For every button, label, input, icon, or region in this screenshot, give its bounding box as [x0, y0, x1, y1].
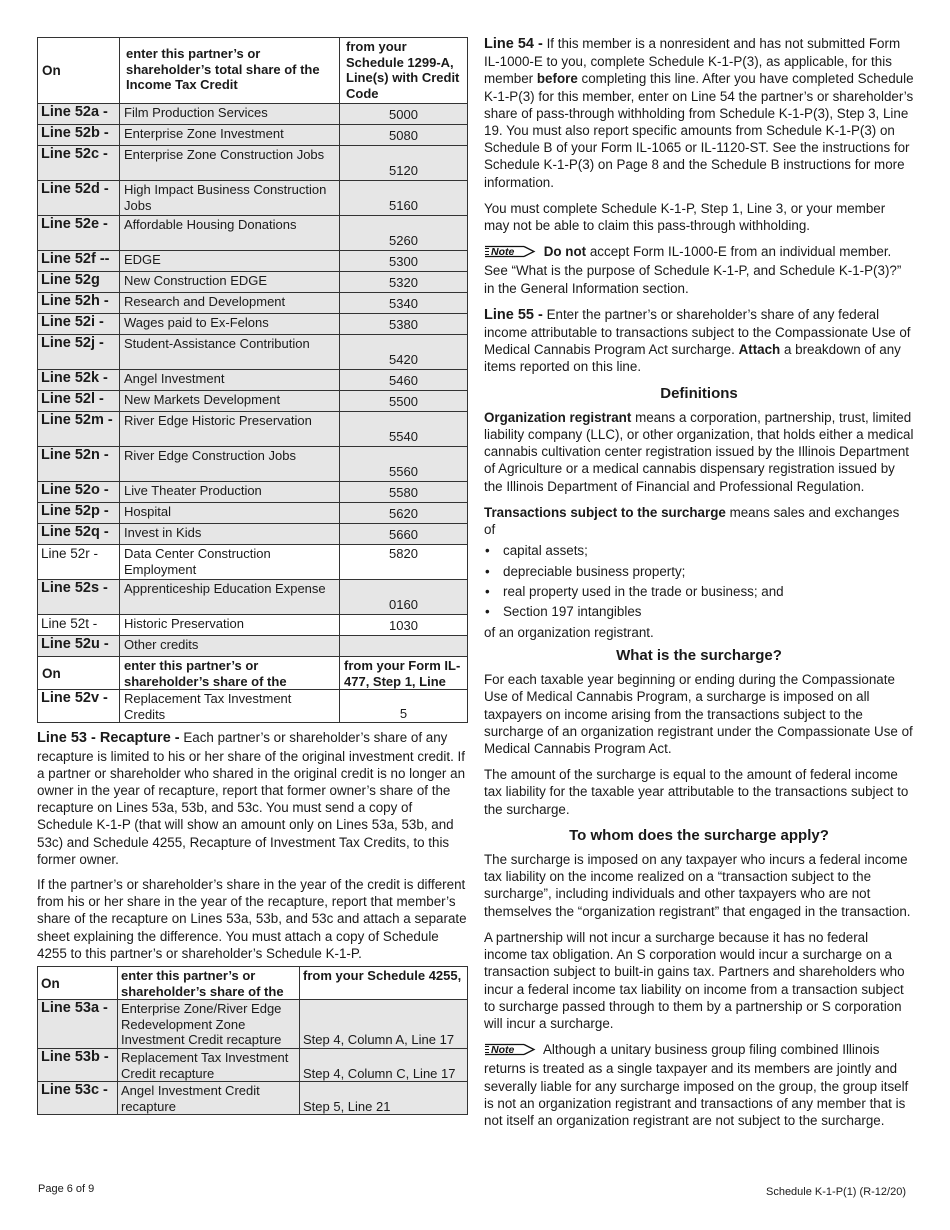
credit-row-code: 5620	[340, 503, 468, 524]
whom-paragraph-2: A partnership will not incur a surcharge because it has no federal income tax obligation. An S corporation would incur a surcharge on a transaction subject to built-in gains tax. Partners and shareholders who incur a federal income tax liability on income from a transaction subject to surcharge passed through to them by a partnership or S corporation will incur a surcharge.	[484, 929, 905, 1031]
credit-row-description: Replacement Tax Investment Credits	[120, 690, 340, 723]
note2-text: Although a unitary business group filing combined Illinois returns is treated as a single taxpayer and its members are jointly and severally liable for any surcharge imposed on the group, the group itself is not an organization registrant and transactions of any member that is not itself an organization registrant are not subject to the surcharge.	[484, 1042, 909, 1128]
recapture-row-description: Replacement Tax Investment Credit recapture	[118, 1048, 300, 1081]
transactions-list-item: • Section 197 intangibles	[484, 603, 914, 620]
credit-row-description: Angel Investment	[120, 370, 340, 391]
credit-row	[38, 615, 468, 636]
recapture-row-description: Angel Investment Credit recapture	[118, 1082, 300, 1115]
transactions-list	[484, 542, 914, 620]
recapture-row-reference: Step 5, Line 21	[300, 1082, 468, 1115]
credit-row-description: New Construction EDGE	[120, 272, 340, 293]
transactions-list-item: • depreciable business property;	[484, 563, 914, 580]
credit-row-code: 5660	[340, 524, 468, 545]
note-1	[484, 243, 914, 297]
credit-row-code: 5820	[340, 545, 468, 580]
credit-row-description: Film Production Services	[120, 104, 340, 125]
recapture-table	[37, 966, 468, 1115]
line54-text-a: If this member is a nonresident and has not submitted Form IL-1000-E to you, complete Schedule K-1-P(3), as applicable, for this member	[484, 36, 901, 87]
note-icon-label: Note	[491, 1044, 515, 1057]
credit-row-code: 5460	[340, 370, 468, 391]
trans-text: means sales and exchanges of	[484, 504, 900, 538]
credit-row-code: 5420	[340, 335, 468, 370]
line53-text-1: Each partner’s or shareholder’s share of any recapture is limited to his or her share of the original investment credit. If a partner or shareholder who shared in the original credit is no longer an owner in the year of recapture, report that former owner’s share of the recapture on Lines 53a, 53b, and 53c. You must send a copy of Schedule K-1-P (that will show an amount only on Lines 53a, 53b, and 53c) and Schedule 4255, Recapture of Investment Tax Credits, to this former owner.	[37, 730, 466, 867]
credit-row	[38, 314, 468, 335]
line53-lead: Line 53 - Recapture -	[37, 730, 180, 747]
line54-text-b: completing this line. After you have completed Schedule K-1-P(3) for this member, enter on Line 54 the partner’s or shareholder’s share of pass-through withholding from Schedule K-1-P(3), Step 3, Line 19. You must also report specific amounts from Schedule K-1-P(3) on Schedule B of your Form IL-1065 or IL-1120-ST. See the instructions for Schedule K-1-P(3) on Page 8 and the Schedule B instructions for more information.	[484, 71, 914, 190]
credit-row-code: 5	[340, 690, 468, 723]
right-column	[484, 35, 914, 1138]
line54-lead: Line 54 -	[484, 36, 543, 52]
credit-row-line: Line 52h -	[38, 293, 120, 314]
note-icon	[484, 1043, 536, 1060]
credit-row-code: 5560	[340, 447, 468, 482]
credit-row-line: Line 52t -	[38, 615, 120, 636]
form-id: Schedule K-1-P(1) (R-12/20)	[765, 1186, 906, 1198]
page-number: Page 6 of 9	[38, 1183, 95, 1195]
definitions-heading: Definitions	[660, 384, 738, 402]
credit-row-line: Line 52k -	[38, 370, 120, 391]
credit-row-line: Line 52n -	[38, 447, 120, 482]
recap-header-description: enter this partner’s or shareholder’s share of the	[118, 967, 300, 1000]
credit-row	[38, 146, 468, 181]
note-2	[484, 1041, 914, 1129]
credit-row-code: 5260	[340, 216, 468, 251]
credit-row-code	[340, 636, 468, 657]
note-icon	[484, 245, 536, 262]
org-registrant-definition	[484, 409, 914, 495]
credit-row	[38, 690, 468, 723]
line54-paragraph	[484, 35, 914, 191]
credit-row-code: 5340	[340, 293, 468, 314]
note1-text: accept Form IL-1000-E from an individual member. See “What is the purpose of Schedule K-1-P, and Schedule K-1-P(3)?” in the General Information section.	[484, 244, 902, 296]
credit-table-subheader	[38, 657, 468, 690]
credit-row-line: Line 52e -	[38, 216, 120, 251]
credit-row	[38, 636, 468, 657]
credit-row-code: 0160	[340, 580, 468, 615]
whom-paragraph-1: The surcharge is imposed on any taxpayer who incurs a federal income tax liability on the income realized on a “transaction subject to the surcharge”, including individuals and other taxpayers who are not themselves the “organization registrant” that engaged in the transaction.	[484, 852, 911, 919]
credit-row-code: 5320	[340, 272, 468, 293]
credit-row-line: Line 52c -	[38, 146, 120, 181]
credit-row-description: Enterprise Zone Investment	[120, 125, 340, 146]
note-icon-label: Note	[491, 246, 515, 259]
credit-row-code: 5380	[340, 314, 468, 335]
credit-row-description: Enterprise Zone Construction Jobs	[120, 146, 340, 181]
credit-row-description: Hospital	[120, 503, 340, 524]
credit-row-line: Line 52o -	[38, 482, 120, 503]
credit-row-line: Line 52m -	[38, 412, 120, 447]
recapture-row-reference: Step 4, Column A, Line 17	[300, 1000, 468, 1049]
credit-row-code: 5120	[340, 146, 468, 181]
credit-row	[38, 370, 468, 391]
credit-row-description: Research and Development	[120, 293, 340, 314]
credit-row-description: Apprenticeship Education Expense	[120, 580, 340, 615]
credit-row-description: Other credits	[120, 636, 340, 657]
credit-row-line: Line 52u -	[38, 636, 120, 657]
transactions-list-item: • capital assets;	[484, 542, 914, 559]
header-on: On	[38, 38, 120, 104]
credit-row-code: 5500	[340, 391, 468, 412]
recapture-row-line: Line 53b -	[38, 1048, 118, 1081]
line53-paragraph-1	[37, 729, 467, 868]
credit-row	[38, 545, 468, 580]
credit-row-description: Student-Assistance Contribution	[120, 335, 340, 370]
after-bullets: of an organization registrant.	[484, 624, 654, 640]
credit-row	[38, 216, 468, 251]
subheader-description: enter this partner’s or shareholder’s share of the	[120, 657, 340, 690]
credit-row	[38, 412, 468, 447]
credit-row-line: Line 52f --	[38, 251, 120, 272]
recapture-row-description: Enterprise Zone/River Edge Redevelopment Zone Investment Credit recapture	[118, 1000, 300, 1049]
credit-row	[38, 580, 468, 615]
subheader-code: from your Form IL-477, Step 1, Line	[340, 657, 468, 690]
credit-row-description: River Edge Construction Jobs	[120, 447, 340, 482]
credit-row-line: Line 52s -	[38, 580, 120, 615]
credit-row-line: Line 52g	[38, 272, 120, 293]
credit-row-line: Line 52j -	[38, 335, 120, 370]
line55-text-a: Enter the partner’s or shareholder’s share of any federal income attributable to transactions subject to the Compassionate Use of Medical Cannabis Program Act surcharge.	[484, 306, 911, 358]
line53-paragraph-2: If the partner’s or shareholder’s share in the year of the credit is different from his or her share in the year of the recapture, report that member’s share of the recapture on Lines 53a, 53b, and 53c and attach a separate sheet explaining the difference. You must attach a copy of Schedule 4255 to this partner’s or shareholder’s Schedule K-1-P.	[37, 877, 467, 961]
subheader-on: On	[38, 657, 120, 690]
credit-row-description: Historic Preservation	[120, 615, 340, 636]
whom-heading: To whom does the surcharge apply?	[569, 826, 829, 844]
credit-row	[38, 293, 468, 314]
line55-bold: Attach	[738, 342, 781, 358]
credit-row-line: Line 52b -	[38, 125, 120, 146]
credit-row-line: Line 52i -	[38, 314, 120, 335]
left-column	[37, 37, 467, 1115]
credit-row-line: Line 52p -	[38, 503, 120, 524]
credit-row-line: Line 52q -	[38, 524, 120, 545]
line54-bold: before	[536, 71, 578, 87]
credit-row-code: 1030	[340, 615, 468, 636]
credit-table	[37, 37, 468, 723]
credit-row-description: Affordable Housing Donations	[120, 216, 340, 251]
recapture-row-line: Line 53a -	[38, 1000, 118, 1049]
credit-row-line: Line 52v -	[38, 690, 120, 723]
credit-row-description: EDGE	[120, 251, 340, 272]
credit-row	[38, 104, 468, 125]
what-paragraph-2: The amount of the surcharge is equal to the amount of federal income tax liability for the taxable year attributable to the transactions subject to the surcharge.	[484, 767, 909, 817]
credit-row	[38, 125, 468, 146]
credit-row-description: High Impact Business Construction Jobs	[120, 181, 340, 216]
recapture-table-header	[38, 967, 468, 1000]
credit-row-code: 5300	[340, 251, 468, 272]
credit-row	[38, 482, 468, 503]
credit-row-code: 5580	[340, 482, 468, 503]
credit-row-description: River Edge Historic Preservation	[120, 412, 340, 447]
line55-paragraph	[484, 306, 914, 376]
transactions-definition	[484, 504, 914, 538]
recapture-row	[38, 1048, 468, 1081]
header-description: enter this partner’s or shareholder’s total share of the Income Tax Credit	[120, 38, 340, 104]
line55-text-b: a breakdown of any items reported on this line.	[484, 342, 901, 375]
recapture-row	[38, 1082, 468, 1115]
line55-lead: Line 55 -	[484, 306, 543, 323]
credit-row-description: Data Center Construction Employment	[120, 545, 340, 580]
org-text: means a corporation, partnership, trust, limited liability company (LLC), or other organization, that holds either a medical cannabis cultivation center registration issued by the Illinois Department of Agriculture or a medical cannabis dispensary registration issued by the Illinois Department of Financial and Professional Regulation.	[484, 409, 914, 494]
credit-table-header	[38, 38, 468, 104]
what-paragraph-1: For each taxable year beginning or ending during the Compassionate Use of Medical Cannabis Program, a surcharge is imposed on all taxpayers on income arising from the transactions subject to the surcharge of an organization registrant under the Compassionate Use of Medical Cannabis Program Act.	[484, 672, 913, 757]
credit-row	[38, 251, 468, 272]
credit-row-description: New Markets Development	[120, 391, 340, 412]
recapture-row	[38, 1000, 468, 1049]
credit-row	[38, 272, 468, 293]
recapture-row-reference: Step 4, Column C, Line 17	[300, 1048, 468, 1081]
credit-row-line: Line 52l -	[38, 391, 120, 412]
credit-row-code: 5080	[340, 125, 468, 146]
credit-row-description: Wages paid to Ex-Felons	[120, 314, 340, 335]
k1p-paragraph: You must complete Schedule K-1-P, Step 1, Line 3, or your member may not be able to claim this pass-through withholding.	[484, 200, 886, 234]
header-code: from your Schedule 1299-A, Line(s) with Credit Code	[340, 38, 468, 104]
recap-header-on: On	[38, 967, 118, 1000]
what-is-surcharge-heading: What is the surcharge?	[616, 647, 782, 665]
credit-row-line: Line 52d -	[38, 181, 120, 216]
credit-row-code: 5540	[340, 412, 468, 447]
transactions-list-item: • real property used in the trade or business; and	[484, 583, 914, 600]
credit-row-code: 5160	[340, 181, 468, 216]
credit-row-line: Line 52a -	[38, 104, 120, 125]
org-bold: Organization registrant	[484, 409, 632, 425]
credit-row	[38, 447, 468, 482]
credit-row	[38, 524, 468, 545]
credit-row-description: Invest in Kids	[120, 524, 340, 545]
credit-row	[38, 335, 468, 370]
note1-bold: Do not	[543, 244, 587, 260]
trans-bold: Transactions subject to the surcharge	[484, 504, 726, 520]
credit-row	[38, 391, 468, 412]
credit-row-line: Line 52r -	[38, 545, 120, 580]
recapture-row-line: Line 53c -	[38, 1082, 118, 1115]
credit-row	[38, 503, 468, 524]
credit-row-code: 5000	[340, 104, 468, 125]
credit-row	[38, 181, 468, 216]
recap-header-ref: from your Schedule 4255,	[300, 967, 468, 1000]
credit-row-description: Live Theater Production	[120, 482, 340, 503]
